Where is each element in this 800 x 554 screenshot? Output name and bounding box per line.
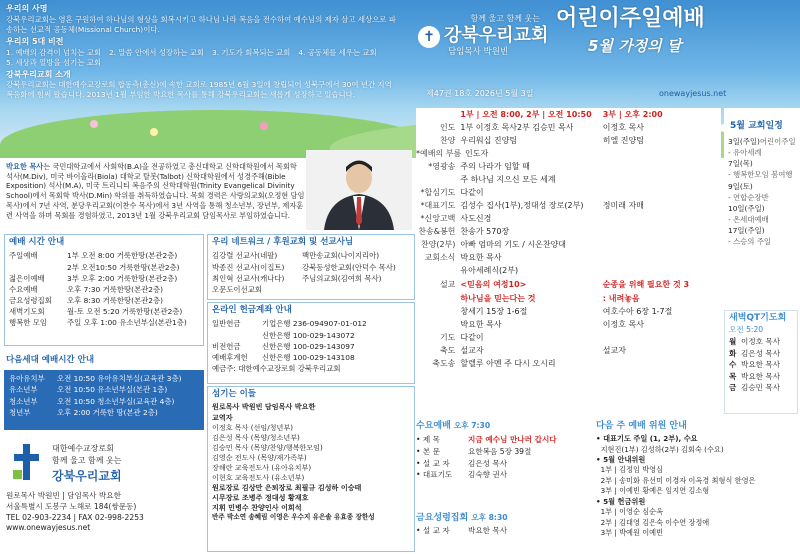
next-gen-box <box>4 370 204 430</box>
friday-title <box>416 512 591 524</box>
service-row <box>9 317 199 328</box>
wednesday-list <box>416 434 591 481</box>
service-row <box>9 250 199 261</box>
schedule-desc: 어린이주일 <box>759 137 796 147</box>
servers-line: 이정호 목사 (선임/청년부) <box>212 422 293 432</box>
offering-name: 일반헌금 <box>212 319 241 329</box>
worship-row-label: 찬양(2부) <box>420 240 456 250</box>
wednesday-title <box>416 420 591 432</box>
service-name: 젊은이예배 <box>9 273 45 283</box>
dawn-day: 목 <box>729 371 737 381</box>
service-name <box>9 262 67 273</box>
vision-item: 1. 예배의 감격이 넘치는 교회 <box>6 47 101 57</box>
network-row <box>212 273 410 284</box>
dawn-time: 오전 5:20 <box>729 325 764 335</box>
dawn-row <box>729 336 793 347</box>
worship-row-value-b: 히엘 진양팀 <box>602 136 644 146</box>
worship-row <box>416 265 721 278</box>
offering-account: 신한은행 100-029-143097 <box>262 341 355 351</box>
network-item: 김강렬 선교사(네팔) <box>212 251 278 261</box>
next-week-section <box>596 420 798 539</box>
service-name: 행복한 모임 <box>9 318 48 328</box>
next-week-line: • 대표기도 주일 (1, 2부), 수요 <box>596 434 698 444</box>
schedule-date: 9일(토) <box>728 181 753 191</box>
service-time: 2부 오전10:50 거룩한땅(본관2층) <box>67 262 180 272</box>
next-gen-row <box>9 407 199 418</box>
service-times-title: 예배 시간 안내 <box>9 237 65 247</box>
worship-row-label: *신앙고백 <box>420 214 456 224</box>
sermon-subtitle-b: : 내려놓음 <box>602 293 640 303</box>
dawn-leader: 박요한 목사 <box>741 371 781 381</box>
network-row <box>212 262 410 273</box>
worship-order <box>416 108 721 412</box>
service-time: 오후 8:30 거룩한땅(본관2층) <box>67 295 164 305</box>
schedule-date: 3일(주일) <box>728 137 760 147</box>
dawn-leader: 김승민 목사 <box>741 382 781 392</box>
dawn-day: 금 <box>729 382 737 392</box>
worship-row <box>416 122 721 135</box>
service-row <box>9 273 199 284</box>
schedule-item <box>728 158 800 169</box>
vision-title: 우리의 5대 비전 <box>6 36 64 46</box>
network-item: 백만송교회(나이지리아) <box>302 251 380 261</box>
schedule-item <box>728 169 800 180</box>
church-web-link[interactable]: www.onewayjesus.net <box>6 523 91 533</box>
worship-row-label: 교회소식 <box>424 253 456 263</box>
worship-rows-end <box>416 332 721 371</box>
worship-row-value-a: 김성수 집사(1부),정대성 장로(2부) <box>460 201 584 211</box>
servers-line: 원로장로 김상만 은퇴장로 최필규 김성하 이승태 <box>212 482 362 492</box>
worship-row-value-a: 박요한 목사 <box>460 253 502 263</box>
schedule-box <box>724 108 800 308</box>
church-cross-icon <box>8 440 44 484</box>
schedule-item <box>728 236 800 247</box>
worship-header <box>416 108 721 122</box>
servers-line: 지휘 민병수 찬양인사 이희석 <box>212 503 302 513</box>
pastor-bio <box>6 162 306 220</box>
worship-row-value-a: 다같이 <box>460 333 484 343</box>
worship-row-label: 축도송 <box>432 359 456 369</box>
flower-decoration <box>90 120 98 128</box>
worship-row-value-a: 설교자 <box>460 346 484 356</box>
header-service-title: 어린이주일예배 <box>556 6 705 31</box>
offering-list <box>208 318 414 374</box>
friday-time: 오후 8:30 <box>471 513 508 522</box>
dawn-row <box>729 371 793 382</box>
schedule-date: 7일(목) <box>728 159 753 169</box>
servers-line: 장해란 교육전도사 (유아유치부) <box>212 462 312 472</box>
church-logo-icon: ✝ <box>418 26 440 48</box>
church-denomination: 대한예수교장로회 <box>52 444 114 453</box>
dawn-title: 새벽QT기도회 <box>729 313 787 323</box>
mission-text: 강북우리교회는 영혼 구원하여 하나님의 형상을 회복시키고 하나님 나라 복음을 전수하여 예수님의 제자 삼고 세상으로 파송하는 선교적 공동체(Missional Church)이다. <box>6 14 396 34</box>
worship-row-value-a: 사도신경 <box>460 214 492 224</box>
cross-logo-icon <box>9 442 43 482</box>
worship-row <box>416 148 721 161</box>
worship-row-label: 인도 <box>439 123 456 133</box>
service-time: 1부 오전 8:00 거룩한땅(본관2층) <box>67 251 178 261</box>
offering-row <box>212 341 410 352</box>
network-item: 강북동성한교회(안덕수 목사) <box>302 262 396 272</box>
sermon-title-b: 순종을 위해 필요한 것 3 <box>602 279 690 289</box>
next-gen-time: 오후 2:00 거룩한 땅(본관 2층) <box>57 408 158 418</box>
network-item: 오문도이선교회 <box>212 284 262 294</box>
pastor-portrait-icon <box>306 150 412 230</box>
worship-row <box>416 345 721 358</box>
next-gen-title: 다음세대 예배시간 안내 <box>6 355 95 365</box>
offering-holder: 예금주: 대한예수교장로회 강북우리교회 <box>212 363 341 373</box>
vision-item: 5. 세상과 열방을 섬기는 교회 <box>6 57 101 67</box>
next-week-line: • 5월 헌금위원 <box>596 496 646 506</box>
next-gen-name: 유소년부 <box>9 385 38 395</box>
network-item: 최인혁 선교사(캐나다) <box>212 273 285 283</box>
schedule-item <box>728 214 800 225</box>
friday-preacher-row <box>416 526 591 536</box>
pastor-name: 박요한 목사 <box>6 162 44 171</box>
servers-line: 원로목사 박원빈 담임목사 박요한 <box>212 402 316 412</box>
wednesday-row <box>416 469 591 481</box>
dawn-row <box>729 382 793 393</box>
servers-box <box>207 386 415 552</box>
schedule-date: 17일(주일) <box>728 226 765 236</box>
church-name: 강북우리교회 <box>52 469 122 483</box>
wednesday-label: • 본 문 <box>416 446 440 456</box>
worship-row-label: 기도 <box>439 333 456 343</box>
intro-title: 강북우리교회 소개 <box>6 69 71 79</box>
worship-row-value-b: 이정호 목사 <box>602 123 644 133</box>
preacher-a: 박요한 목사 <box>460 320 502 330</box>
schedule-list <box>724 136 800 247</box>
next-week-line: 지현진(1부) 김성하(2부) 김회숙 (수요) <box>596 444 724 454</box>
schedule-desc: - 온세대예배 <box>728 214 769 224</box>
next-gen-name: 청년부 <box>9 408 31 418</box>
worship-row <box>416 135 721 148</box>
service-name: 수요예배 <box>9 284 38 294</box>
offering-name: 예배후계헌 <box>212 352 248 362</box>
offering-account: 신한은행 100-029-143072 <box>262 330 355 340</box>
scripture-b: 여호수아 6장 1-7절 <box>602 307 673 317</box>
next-gen-row <box>9 373 199 384</box>
servers-line: 김은성 목사 (목양/청소년부) <box>212 432 300 442</box>
next-gen-row <box>9 396 199 407</box>
next-week-list <box>596 434 798 538</box>
worship-row <box>416 252 721 265</box>
offering-row <box>212 318 410 329</box>
church-contact <box>6 491 206 534</box>
worship-row <box>416 161 721 174</box>
next-gen-row <box>9 384 199 395</box>
service-row <box>9 306 199 317</box>
worship-header-b: 3부 | 오후 2:00 <box>602 109 663 119</box>
worship-row-value-a: 아빠 엄마의 기도 / 시온찬양대 <box>460 240 567 250</box>
service-row <box>9 284 199 295</box>
scripture-a: 창세기 15장 1-6절 <box>460 307 528 317</box>
flower-decoration <box>150 128 158 136</box>
wednesday-label: • 제 목 <box>416 435 440 445</box>
wednesday-row <box>416 434 591 446</box>
preacher-b: 이정호 목사 <box>602 320 644 330</box>
worship-rows <box>416 122 721 278</box>
offering-row <box>212 352 410 363</box>
network-list <box>208 250 414 294</box>
worship-row-label: 찬양 <box>439 136 456 146</box>
network-row <box>212 284 410 295</box>
service-time: 오후 7:30 거룩한땅(본관2층) <box>67 284 164 294</box>
worship-row-value-a: 다같이 <box>460 188 484 198</box>
worship-row-value-a: 주의 나라가 임할 때 <box>460 162 530 172</box>
sermon-title-a: <믿음의 여정10> <box>460 279 527 289</box>
worship-row-label: *합심기도 <box>420 188 456 198</box>
schedule-item <box>728 225 800 236</box>
dawn-list <box>725 335 797 394</box>
schedule-date: 10일(주일) <box>728 203 765 213</box>
worship-row-value-b: 설교자 <box>602 346 626 356</box>
church-phone: TEL 02-903-2234 | FAX 02-998-2253 <box>6 512 144 522</box>
next-week-line: 3부 | 박예원 이예빈 <box>596 528 664 538</box>
schedule-item <box>728 192 800 203</box>
next-gen-time: 오전 10:50 유소년부실(본관 1층) <box>57 385 168 395</box>
next-week-line: 3부 | 이예빈 황예은 임지연 김소형 <box>596 486 710 496</box>
network-row <box>212 250 410 261</box>
worship-row-value-a: 인도자 <box>465 149 489 159</box>
service-times-box <box>4 234 204 346</box>
schedule-desc: - 연합순장반 <box>728 192 769 202</box>
worship-row-label: 찬송&봉헌 <box>418 227 456 237</box>
network-box <box>207 234 415 300</box>
wednesday-section <box>416 420 591 481</box>
vision-item: 3. 기도가 회복되는 교회 <box>211 47 291 57</box>
wednesday-time: 오후 7:30 <box>453 421 491 430</box>
schedule-item <box>728 147 800 158</box>
worship-row <box>416 213 721 226</box>
offering-title: 온라인 헌금계좌 안내 <box>212 305 292 315</box>
servers-line: 반주 박소연 송혜림 이영은 우수지 유은솔 유효종 장한성 <box>212 513 375 522</box>
worship-row-value-a: 찬송가 570장 <box>460 227 510 237</box>
worship-row <box>416 358 721 371</box>
worship-row <box>416 226 721 239</box>
service-name: 주일예배 <box>9 251 38 261</box>
servers-line: 김승민 목사 (목양/찬양/행복한모임) <box>212 442 323 452</box>
next-week-line: 2부 | 송미화 유선미 이경자 이옥경 최형식 한영은 <box>596 475 756 485</box>
next-week-line: 2부 | 김대영 김은숙 이수연 장정애 <box>596 517 710 527</box>
wednesday-row <box>416 446 591 458</box>
schedule-title: 5월 교회일정 <box>730 121 783 131</box>
header-pastor: 담임목사 박원빈 <box>448 47 509 57</box>
worship-row-value-a: 주 하나님 지으신 모든 세계 <box>460 175 556 185</box>
preacher-row <box>416 319 721 332</box>
dawn-row <box>729 359 793 370</box>
offering-account: 기업은행 236-094907-01-012 <box>262 319 367 329</box>
vision-item: 2. 말씀 안에서 성장하는 교회 <box>108 47 204 57</box>
wednesday-label: • 대표기도 <box>416 470 453 480</box>
service-name: 금요성령집회 <box>9 295 52 305</box>
header-church-name: 강북우리교회 <box>444 25 549 46</box>
worship-row <box>416 187 721 200</box>
wednesday-label: • 설 교 자 <box>416 458 450 468</box>
service-times-list <box>5 250 203 328</box>
wednesday-value: 요한복음 5장 39절 <box>468 446 532 456</box>
wednesday-title-text: 수요예배 <box>416 421 451 431</box>
service-time: 주일 오후 1:00 유소년부실(본관1층) <box>67 318 187 328</box>
sermon-row <box>416 278 721 292</box>
header-tagline: 함께 울고 함께 웃는 <box>470 14 540 23</box>
offering-account: 신한은행 100-029-143108 <box>262 352 355 362</box>
next-week-line: 1부 | 이영순 심순옥 <box>596 507 664 517</box>
servers-line: 김영순 전도사 (목양/재가족부) <box>212 452 307 462</box>
schedule-desc: - 유아세례 <box>728 148 762 158</box>
service-time: 월-토 오전 5:20 거룩한땅(본관2층) <box>67 307 183 317</box>
worship-row-value-a: 할렐루 아멘 주 다시 오시리 <box>460 359 556 369</box>
worship-header-a: 1부 | 오전 8:00, 2부 | 오전 10:50 <box>460 109 592 119</box>
worship-row-label: 축도 <box>439 346 456 356</box>
header-website[interactable]: onewayjesus.net <box>659 89 727 98</box>
wednesday-row <box>416 458 591 470</box>
vision-item: 4. 공동체를 세우는 교회 <box>298 47 377 57</box>
worship-row-label: *영광송 <box>428 162 456 172</box>
worship-row <box>416 200 721 213</box>
dawn-leader: 이정호 목사 <box>741 337 781 347</box>
servers-line: 이현호 교육전도사 (유소년부) <box>212 472 305 482</box>
issue-info: 제47권 18호 2026년 5월 3일 <box>426 89 534 98</box>
dawn-day: 월 <box>729 337 737 347</box>
friday-title-text: 금요성령집회 <box>416 513 469 523</box>
worship-row <box>416 332 721 345</box>
offering-row <box>212 330 410 341</box>
offering-name: 비전헌금 <box>212 341 241 351</box>
worship-row-value-b: 정미래 자매 <box>602 201 644 211</box>
worship-row-label: *예배의 부름 <box>416 149 462 159</box>
next-week-title: 다음 주 예배 위원 안내 <box>596 421 687 431</box>
dawn-day: 수 <box>729 360 737 370</box>
sermon-row <box>416 292 721 306</box>
servers-line: 시무장로 조병주 정대성 황재호 <box>212 493 309 503</box>
servers-title: 섬기는 이들 <box>212 389 257 399</box>
network-title: 우리 네트워크 / 후원교회 및 선교사님 <box>212 237 354 247</box>
service-name: 새벽기도회 <box>9 307 45 317</box>
schedule-item <box>728 136 800 147</box>
next-gen-time: 오전 10:50 유아유치부실(교육관 3층) <box>57 374 182 383</box>
wednesday-value: 지금 예수님 만나러 갑시다 <box>468 435 557 445</box>
offering-name <box>212 330 262 341</box>
friday-preacher: 박요한 목사 <box>468 526 508 536</box>
pastor-bio-text: 는 국민대학교에서 사회학(B.A)을 전공하였고 총신대학교 신학대학원에서 목회학 석사(M.Div), 미국 바이올라(Biola) 대학교 탈봇(Talbot) 신학대학원에서 성경주해(Bible Exposition) 석사(M.A), 미국 트리니티 복음주의 신학대학원(Trinity Evangelical Divinity School)에서 목회학 박사(D.Min) 학위를 취득하였습니다. 목회 경력은 사랑의교회(오정현 담임목사)에서 7년 사역, 분당우리교회(이찬수 목사)에서 3년 사역을 통해 청소년부, 장년부, 제자훈련 사역을 하며 목회를 경험하였고, 2013년 1월 강북우리교회 담임목사로 부임하였습니다. <box>6 162 305 220</box>
servers-list <box>208 402 414 522</box>
sermon-subtitle-a: 하나님을 믿는다는 것 <box>460 293 536 303</box>
worship-row <box>416 174 721 187</box>
next-gen-name: 유아유치부 <box>9 374 45 383</box>
sermon-label: 설교 <box>439 279 456 289</box>
intro-text: 강북우리교회는 대한예수교장로회 합동측(총신)에 속한 교회로 1985년 6월 3일에 창립되어 성북구에서 30여 년간 지역 복음화에 힘써 왔습니다. 2013년 1월 부임한 박요한 목사를 통해 강북우리교회는 새롭게 성장하고 있습니다. <box>6 80 392 100</box>
friday-preacher-label: • 설 교 자 <box>416 526 450 536</box>
network-item: 박종진 선교사(이집트) <box>212 262 285 272</box>
wednesday-value: 김숙향 권사 <box>468 470 508 480</box>
pastor-photo <box>306 150 412 230</box>
worship-row-label: *대표기도 <box>420 201 456 211</box>
next-gen-name: 청소년부 <box>9 396 38 406</box>
network-item: 주님의교회(김여희 목사) <box>302 273 382 283</box>
next-week-line: 1부 | 김정임 박영심 <box>596 465 664 475</box>
vision-list <box>6 48 401 68</box>
schedule-desc: - 행복한모임 봄여행 <box>728 170 793 180</box>
church-slogan: 함께 울고 함께 웃는 <box>52 456 122 465</box>
header-theme: 5월 가정의 달 <box>588 37 682 55</box>
wednesday-value: 김은성 목사 <box>468 458 508 468</box>
dawn-row <box>729 348 793 359</box>
worship-row-value-a: 우리워십 진양팀 <box>460 136 518 146</box>
friday-section <box>416 512 591 536</box>
church-address: 서울특별시 도봉구 노해로 184(쌍문동) <box>6 501 137 511</box>
servers-line: 교역자 <box>212 412 233 422</box>
dawn-box <box>724 310 798 414</box>
worship-row-value-a: 유아세례식(2부) <box>460 266 519 276</box>
dawn-day: 화 <box>729 348 737 358</box>
mission-title: 우리의 사명 <box>6 4 48 13</box>
service-time: 3부 오후 2:00 거룩한땅(본관2층) <box>67 273 178 283</box>
next-week-line: • 5월 안내위원 <box>596 455 646 465</box>
worship-row-value-a: 1부 이정호 목사2부 김승민 목사 <box>460 123 574 133</box>
schedule-item <box>728 181 800 192</box>
next-gen-time: 오전 10:50 청소년부실(교육관 4층) <box>57 396 175 406</box>
schedule-item <box>728 203 800 214</box>
scripture-row <box>416 306 721 319</box>
flower-decoration <box>260 122 268 130</box>
church-staff: 원로목사 박원빈 | 담임목사 박요한 <box>6 491 121 500</box>
worship-row <box>416 239 721 252</box>
dawn-leader: 김은성 목사 <box>741 348 781 358</box>
offering-box <box>207 302 415 384</box>
vision-section <box>6 4 401 100</box>
dawn-leader: 박요한 목사 <box>741 360 781 370</box>
service-row <box>9 295 199 306</box>
schedule-desc: - 스승의 주일 <box>728 237 772 247</box>
service-row <box>9 262 199 273</box>
